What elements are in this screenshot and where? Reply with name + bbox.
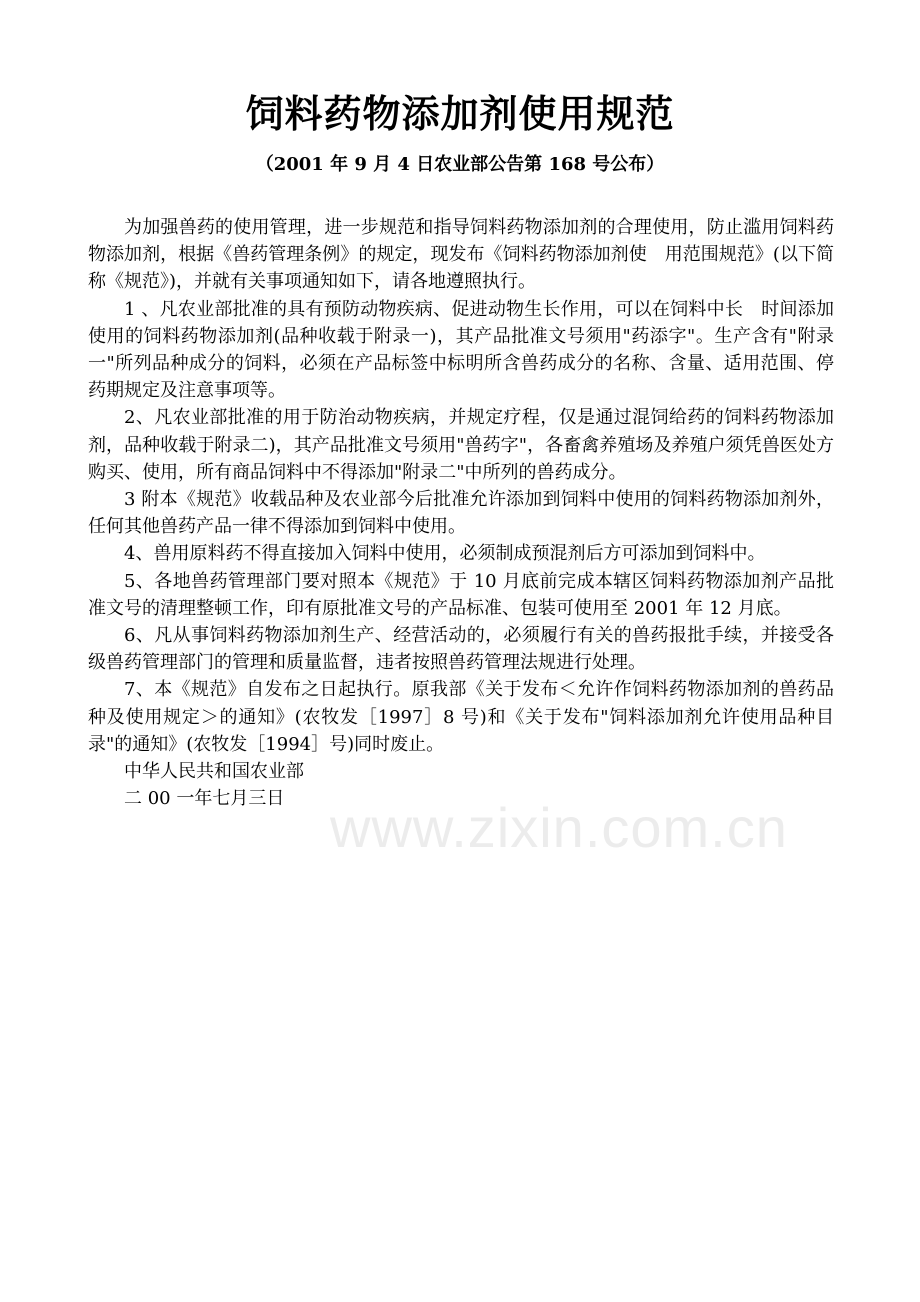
document-subtitle: （2001 年 9 月 4 日农业部公告第 168 号公布） (255, 154, 665, 175)
document-title: 饲料药物添加剂使用规范 (245, 92, 675, 136)
paragraph-item-3: 3 附本《规范》收载品种及农业部今后批准允许添加到饲料中使用的饲料药物添加剂外，任何其他兽药产品一律不得添加到饲料中使用。 (88, 489, 834, 538)
paragraph-item-2: 2、凡农业部批准的用于防治动物疾病，并规定疗程，仅是通过混饲给药的饲料药物添加剂，品种收载于附录二)，其产品批准文号须用"兽药字"，各畜禽养殖场及养殖户须凭兽医处方购买、使用，所有商品饲料中不得添加"附录二"中所列的兽药成分。 (88, 407, 834, 483)
paragraph-item-1: 1 、凡农业部批准的具有预防动物疾病、促进动物生长作用，可以在饲料中长 时间添加使用的饲料药物添加剂(品种收载于附录一)，其产品批准文号须用"药添字"。生产含有"附录一"所列品种成分的饲料，必须在产品标签中标明所含兽药成分的名称、含量、适用范围、停药期规定及注意事项等。 (88, 298, 834, 402)
paragraph-item-5: 5、各地兽药管理部门要对照本《规范》于 10 月底前完成本辖区饲料药物添加剂产品批准文号的清理整顿工作，印有原批准文号的产品标准、包装可使用至 2001 年 12 月底。 (88, 570, 834, 619)
signature-date: 二 00 一年七月三日 (124, 788, 285, 810)
paragraph-item-4: 4、兽用原料药不得直接加入饲料中使用，必须制成预混剂后方可添加到饲料中。 (124, 543, 766, 565)
signature-organization: 中华人民共和国农业部 (124, 761, 304, 783)
paragraph-item-7: 7、本《规范》自发布之日起执行。原我部《关于发布＜允许作饲料药物添加剂的兽药品种及使用规定＞的通知》(农牧发［1997］8 号)和《关于发布"饲料添加剂允许使用品种目录"的通知》(农牧发［1994］号)同时废止。 (88, 679, 834, 755)
paragraph-intro: 为加强兽药的使用管理，进一步规范和指导饲料药物添加剂的合理使用，防止滥用饲料药物添加剂，根据《兽药管理条例》的规定，现发布《饲料药物添加剂使 用范围规范》(以下简称《规范》)，并就有关事项通知如下，请各地遵照执行。 (88, 217, 834, 293)
watermark: www.zixin.com.cn (330, 796, 788, 859)
paragraph-item-6: 6、凡从事饲料药物添加剂生产、经营活动的，必须履行有关的兽药报批手续，并接受各级兽药管理部门的管理和质量监督，违者按照兽药管理法规进行处理。 (88, 625, 834, 674)
document-body (88, 214, 834, 812)
